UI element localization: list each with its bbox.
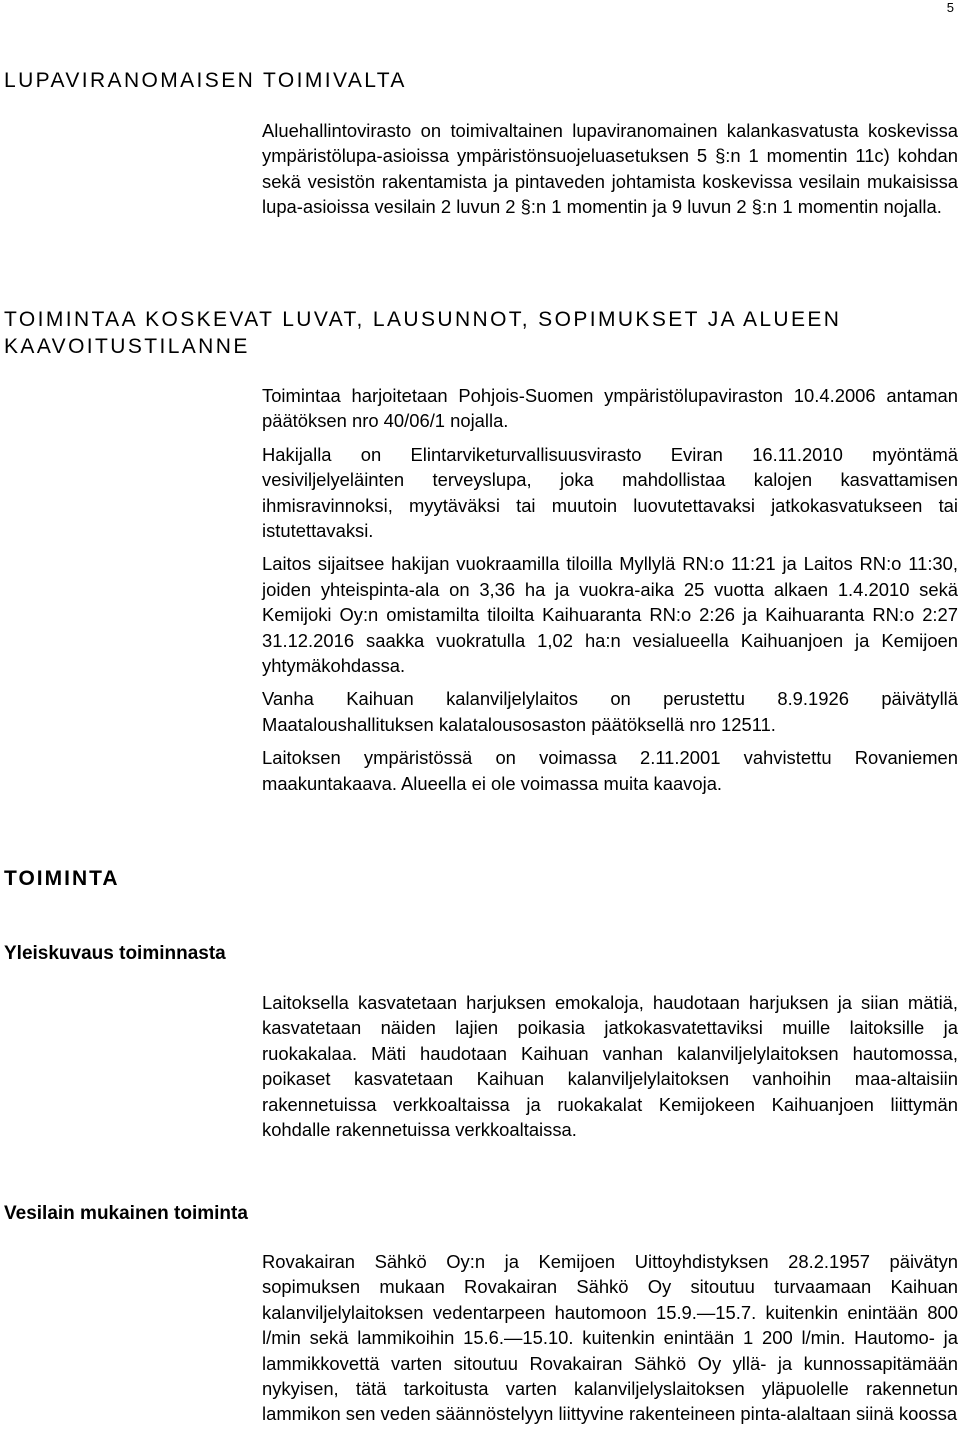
- authority-body: [262, 118, 958, 228]
- permits-paragraph-2: Hakijalla on Elintarviketurvallisuusvirasto Eviran 16.11.2010 myöntämä vesiviljelyeläinten terveyslupa, joka mahdollistaa kalojen kasvattamisen ihmisravinnoksi, myytäväksi tai muutoin luovutettavaksi jatkokasvatukseen tai istutettavaksi.: [262, 443, 958, 542]
- overview-body: [262, 990, 958, 1150]
- permits-paragraph-4: Vanha Kaihuan kalanviljelylaitos on perustettu 8.9.1926 päivätyllä Maataloushallituksen kalatalousosaston päätöksellä nro 12511.: [262, 688, 958, 735]
- authority-paragraph: Aluehallintovirasto on toimivaltainen lupaviranomainen kalankasvatusta koskevissa ympäristölupa-asioissa ympäristönsuojeluasetuksen 5 §:n 1 momentin 11c) kohdan sekä vesistön rakentamista ja pintaveden johtamista koskevissa vesilain mukaisissa lupa-asioissa vesilain 2 luvun 2 §:n 1 momentin ja 9 luvun 2 §:n 1 momentin nojalla.: [262, 120, 958, 218]
- subheading-overview: Yleiskuvaus toiminnasta: [4, 943, 226, 964]
- permits-paragraph-3: Laitos sijaitsee hakijan vuokraamilla tiloilla Myllylä RN:o 11:21 ja Laitos RN:o 11:30, joiden yhteispinta-ala on 3,36 ha ja vuokra-aika 25 vuotta alkaen 1.4.2010 sekä Kemijoki Oy:n omistamilta tiloilta Kaihuaranta RN:o 2:26 ja Kaihuaranta RN:o 2:27 31.12.2016 saakka vuokratulla 1,02 ha:n vesialueella Kaihuanjoen ja Kemijoen yhtymäkohdassa.: [262, 553, 958, 677]
- permits-paragraph-1: Toimintaa harjoitetaan Pohjois-Suomen ympäristölupaviraston 10.4.2006 antaman päätöksen nro 40/06/1 nojalla.: [262, 385, 958, 432]
- water-act-paragraph: Rovakairan Sähkö Oy:n ja Kemijoen Uittoyhdistyksen 28.2.1957 päivätyn sopimuksen mukaan Rovakairan Sähkö Oy sitoutuu turvaamaan Kaihuan kalanviljelylaitoksen vedentarpeen hautomoon 15.9.—15.7. kuitenkin enintään 800 l/min sekä lammikoihin 15.6.—15.10. kuitenkin enintään 1 200 l/min. Hautomo- ja lammikkovettä varten sitoutuu Rovakairan Sähkö Oy yllä- ja kunnossapitämään nykyisen, tätä tarkoitusta varten kalanviljelyslaitoksen yläpuolelle rakennetun lammikon sen veden säännöstelyyn liittyvine rakenteineen pinta-alaltaan siinä koossa: [262, 1251, 958, 1425]
- overview-paragraph: Laitoksella kasvatetaan harjuksen emokaloja, haudotaan harjuksen ja siian mätiä, kasvatetaan näiden lajien poikasia jatkokasvatettaviksi muille laitoksille ja ruokakalaa. Mäti haudotaan Kaihuan vanhan kalanviljelylaitoksen hautomossa, poikaset kasvatetaan Kaihuan kalanviljelylaitoksen vanhoihin maa-altaisiin rakennetuissa verkkoaltaissa ja ruokakalat Kemijokeen Kaihuanjoen liittymän kohdalle rakennetuissa verkkoaltaissa.: [262, 992, 958, 1141]
- section-heading-operation: TOIMINTA: [4, 867, 120, 890]
- permits-paragraph-5: Laitoksen ympäristössä on voimassa 2.11.2001 vahvistettu Rovaniemen maakuntakaava. Alueella ei ole voimassa muita kaavoja.: [262, 747, 958, 794]
- section-heading-permits: TOIMINTAA KOSKEVAT LUVAT, LAUSUNNOT, SOPIMUKSET JA ALUEEN KAAVOITUSTILANNE: [4, 308, 842, 358]
- section-heading-authority: LUPAVIRANOMAISEN TOIMIVALTA: [4, 69, 407, 92]
- subheading-water-act: Vesilain mukainen toiminta: [4, 1203, 248, 1224]
- page-number: 5: [946, 0, 954, 15]
- water-act-body: [262, 1249, 958, 1435]
- permits-body: [262, 383, 958, 804]
